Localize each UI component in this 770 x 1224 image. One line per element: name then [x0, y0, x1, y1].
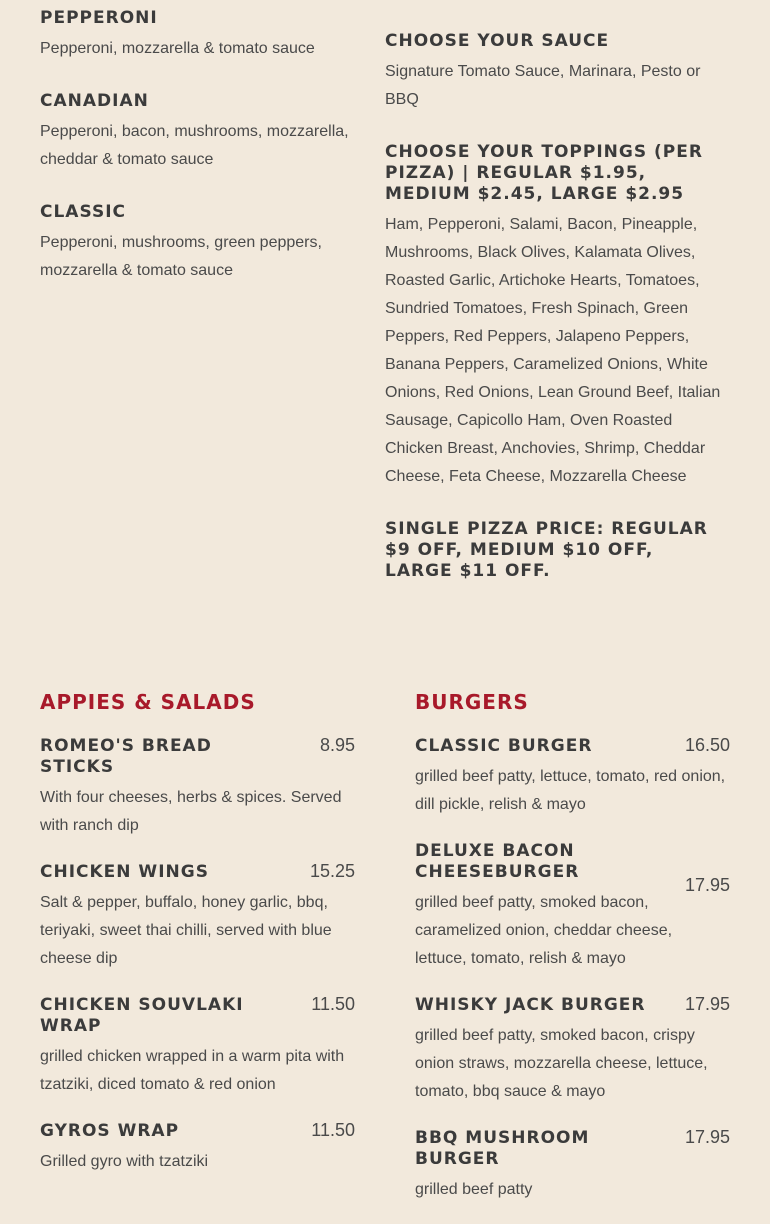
- item-price: 16.50: [684, 735, 730, 755]
- item-description: grilled chicken wrapped in a warm pita with tzatziki, diced tomato & red onion: [40, 1048, 345, 1093]
- menu-item: [415, 995, 730, 1106]
- option-description: Signature Tomato Sauce, Marinara, Pesto or BBQ: [385, 63, 701, 108]
- item-description: grilled beef patty, smoked bacon, crispy onion straws, mozzarella cheese, lettuce, tomato, bbq sauce & mayo: [415, 1027, 708, 1100]
- item-title: CANADIAN: [40, 91, 149, 111]
- item-price: 17.95: [684, 875, 730, 895]
- menu-item-classic: [40, 202, 360, 285]
- item-price: 11.50: [311, 1120, 355, 1140]
- item-description: Pepperoni, mozzarella & tomato sauce: [40, 40, 315, 57]
- item-price: 15.25: [309, 861, 355, 881]
- item-description: grilled beef patty, smoked bacon, caramelized onion, cheddar cheese, lettuce, tomato, relish & mayo: [415, 894, 673, 967]
- item-description: grilled beef patty: [415, 1181, 533, 1198]
- item-title: WHISKY JACK BURGER: [415, 995, 646, 1015]
- option-title: SINGLE PIZZA PRICE: REGULAR $9 OFF, MEDIUM $10 OFF, LARGE $11 OFF.: [385, 519, 708, 581]
- menu-item: [40, 862, 355, 973]
- menu-item: [40, 736, 355, 840]
- item-price: 8.95: [319, 735, 355, 755]
- item-title: CLASSIC: [40, 202, 126, 222]
- menu-item: [40, 1121, 355, 1176]
- item-description: Pepperoni, bacon, mushrooms, mozzarella, cheddar & tomato sauce: [40, 123, 349, 168]
- menu-item: [40, 995, 355, 1099]
- item-description: With four cheeses, herbs & spices. Served with ranch dip: [40, 789, 342, 834]
- item-description: grilled beef patty, lettuce, tomato, red onion, dill pickle, relish & mayo: [415, 768, 726, 813]
- item-description: Pepperoni, mushrooms, green peppers, mozzarella & tomato sauce: [40, 234, 322, 279]
- item-description: Grilled gyro with tzatziki: [40, 1153, 209, 1170]
- item-title: CHICKEN WINGS: [40, 862, 209, 882]
- menu-item: [415, 841, 730, 973]
- appies-salads-section: [40, 690, 355, 1196]
- option-description: Ham, Pepperoni, Salami, Bacon, Pineapple, Mushrooms, Black Olives, Kalamata Olives, Roasted Garlic, Artichoke Hearts, Tomatoes, Sundried Tomatoes, Fresh Spinach, Green Peppers, Red Peppers, Jalapeno Peppers, Banana Peppers, Caramelized Onions, White Onions, Red Onions, Lean Ground Beef, Italian Sausage, Capicollo Ham, Oven Roasted Chicken Breast, Anchovies, Shrimp, Cheddar Cheese, Feta Cheese, Mozzarella Cheese: [385, 216, 721, 485]
- section-title: BURGERS: [415, 690, 529, 714]
- pizza-column: [40, 8, 360, 313]
- menu-item: [415, 1128, 730, 1204]
- item-title: ROMEO'S BREAD STICKS: [40, 736, 212, 777]
- menu-item: [415, 736, 730, 819]
- option-toppings: [385, 142, 725, 491]
- burgers-section: [415, 690, 730, 1224]
- section-title: APPIES & SALADS: [40, 690, 256, 714]
- item-description: Salt & pepper, buffalo, honey garlic, bbq, teriyaki, sweet thai chilli, served with blue cheese dip: [40, 894, 332, 967]
- item-price: 17.95: [684, 1127, 730, 1147]
- option-title: CHOOSE YOUR SAUCE: [385, 31, 610, 51]
- item-title: CHICKEN SOUVLAKI WRAP: [40, 995, 244, 1036]
- item-price: 11.50: [311, 994, 355, 1014]
- item-title: BBQ MUSHROOM BURGER: [415, 1128, 590, 1169]
- item-price: 17.95: [684, 994, 730, 1014]
- item-title: DELUXE BACON CHEESEBURGER: [415, 841, 580, 882]
- item-title: GYROS WRAP: [40, 1121, 180, 1141]
- menu-item-pepperoni: [40, 8, 360, 63]
- option-title: CHOOSE YOUR TOPPINGS (PER PIZZA) | REGULAR $1.95, MEDIUM $2.45, LARGE $2.95: [385, 142, 703, 204]
- option-single-pizza-price: [385, 519, 725, 582]
- item-title: CLASSIC BURGER: [415, 736, 593, 756]
- build-your-own-column: [385, 31, 725, 610]
- menu-item-canadian: [40, 91, 360, 174]
- option-sauce: [385, 31, 725, 114]
- item-title: PEPPERONI: [40, 8, 158, 28]
